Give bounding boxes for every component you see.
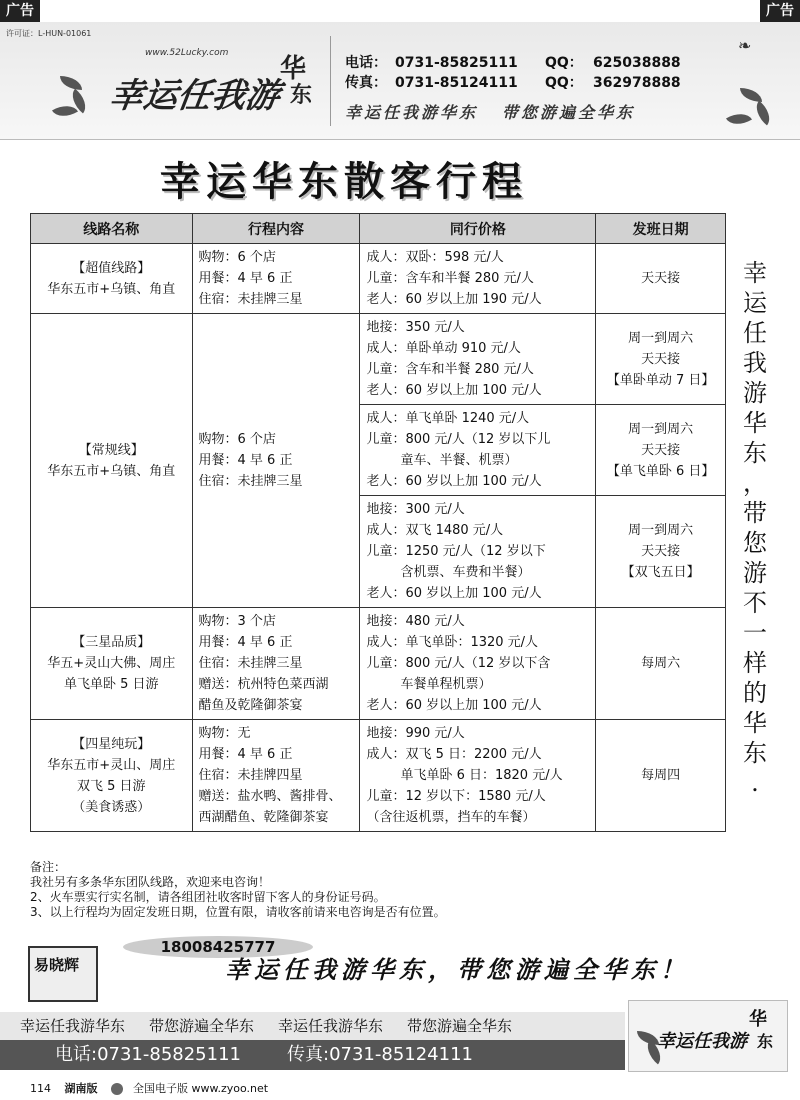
notes-section — [30, 860, 446, 920]
logo-dong: 东 — [290, 82, 313, 108]
route-name: 华东五市+乌镇、角直 — [47, 463, 176, 479]
price-cell — [360, 314, 596, 405]
content-line: 用餐：4 早 6 正 — [198, 453, 293, 468]
table-header-row — [31, 214, 726, 244]
note-line: 我社另有多条华东团队线路，欢迎来电咨询！ — [30, 875, 271, 889]
logo-website: www.52Lucky.com — [145, 48, 229, 58]
date-line: 【双飞五日】 — [621, 565, 700, 580]
side-char: 一 — [743, 619, 767, 647]
content-cell — [192, 244, 360, 314]
route-cell — [31, 608, 193, 720]
page-footer — [30, 1080, 278, 1096]
footer-phone: 电话:0731-85825111 — [55, 1044, 241, 1065]
price-line: 地接：300 元/人 — [366, 502, 465, 517]
footer-logo-hua: 华 — [749, 1009, 767, 1030]
date-line: 【单卧单动 7 日】 — [606, 372, 715, 388]
price-line: 地接：990 元/人 — [366, 726, 465, 741]
footer-fax: 传真:0731-85124111 — [287, 1044, 473, 1065]
logo-hua: 华 — [280, 54, 307, 84]
page-title: 幸运华东散客行程 — [160, 158, 528, 205]
contact-row-fax — [345, 72, 681, 92]
price-line: 成人：单卧单动 910 元/人 — [366, 341, 521, 356]
price-line: 地接：350 元/人 — [366, 320, 465, 335]
route-name: 单飞单卧 5 日游 — [63, 677, 159, 692]
date-line: 【单飞单卧 6 日】 — [606, 463, 715, 479]
phone-number: 0731-85825111 — [395, 55, 518, 71]
footer-logo-text: 幸运任我游 — [657, 1031, 747, 1052]
content-line: 购物：6 个店 — [198, 250, 276, 265]
qq-label: QQ： — [545, 55, 583, 71]
content-line: 住宿：未挂牌四星 — [198, 768, 303, 783]
big-slogan: 幸运任我游华东，带您游遍全华东！ — [225, 955, 689, 984]
route-cell — [31, 720, 193, 832]
col-header-date: 发班日期 — [596, 214, 726, 244]
side-char: 东 — [743, 439, 767, 467]
content-cell — [192, 608, 360, 720]
route-name: 双飞 5 日游 — [76, 778, 146, 794]
price-line: 儿童：含车和半餐 280 元/人 — [366, 271, 534, 286]
content-line: 西湖醋鱼、乾隆御茶宴 — [198, 810, 329, 825]
price-line: 老人：60 岁以上加 190 元/人 — [366, 292, 542, 307]
date-line: 周一到周六 — [628, 421, 694, 437]
fax-number: 0731-85124111 — [395, 75, 518, 91]
leaf-icon: ❧ — [738, 36, 752, 55]
price-line: 成人：双卧：598 元/人 — [366, 250, 504, 265]
contact-row-phone — [345, 52, 681, 72]
content-line: 赠送：杭州特色菜西湖 — [198, 677, 329, 692]
content-cell — [192, 720, 360, 832]
content-line: 住宿：未挂牌三星 — [198, 292, 303, 307]
side-slogan — [735, 258, 775, 798]
qq-label: QQ： — [545, 75, 583, 91]
price-line: 老人：60 岁以上加 100 元/人 — [366, 586, 542, 601]
date-line: 每周四 — [641, 768, 681, 783]
price-line: 儿童：800 元/人（12 岁以下含 — [366, 656, 551, 671]
ad-tag-left: 广告 — [0, 0, 40, 22]
table-row — [31, 608, 726, 720]
side-char: 华 — [743, 709, 767, 737]
contact-name: 易晓辉 — [28, 946, 98, 1002]
route-cell — [31, 314, 193, 608]
price-line: 儿童：12 岁以下：1580 元/人 — [366, 789, 546, 804]
route-cell — [31, 244, 193, 314]
side-char: 您 — [743, 529, 767, 557]
price-line: 儿童：800 元/人（12 岁以下儿 — [366, 432, 551, 447]
side-char: ， — [743, 469, 767, 497]
footer-slogan-band — [0, 1012, 625, 1040]
col-header-route: 线路名称 — [31, 214, 193, 244]
price-line: 单飞单卧 6 日：1820 元/人 — [400, 768, 563, 783]
route-name: 华五+灵山大佛、周庄 — [47, 656, 176, 671]
side-char: 东 — [743, 739, 767, 767]
price-line: 老人：60 岁以上加 100 元/人 — [366, 383, 542, 398]
qq-number-2: 362978888 — [593, 75, 681, 91]
price-cell — [360, 405, 596, 496]
edition-label: 湖南版 — [64, 1082, 98, 1095]
globe-icon — [111, 1083, 123, 1095]
content-line: 用餐：4 早 6 正 — [198, 747, 293, 762]
side-char: 我 — [743, 349, 767, 377]
route-tag: 【四星纯玩】 — [72, 736, 151, 752]
date-line: 周一到周六 — [628, 523, 694, 538]
price-line: 儿童：1250 元/人（12 岁以下 — [366, 544, 546, 559]
fax-label: 传真： — [345, 75, 387, 91]
leaf-icon — [726, 107, 752, 130]
side-char: 运 — [743, 289, 767, 317]
footer-slogan: 带您游遍全华东 — [149, 1017, 255, 1035]
footer-contact-band — [0, 1040, 625, 1070]
date-cell — [596, 608, 726, 720]
col-header-content: 行程内容 — [192, 214, 360, 244]
content-cell — [192, 314, 360, 608]
note-line: 2、火车票实行实名制，请各组团社收客时留下客人的身份证号码。 — [30, 890, 386, 904]
col-header-price: 同行价格 — [360, 214, 596, 244]
route-tag: 【超值线路】 — [72, 260, 151, 276]
brand-logo — [50, 48, 320, 128]
date-line: 天天接 — [641, 442, 681, 458]
content-line: 住宿：未挂牌三星 — [198, 474, 303, 489]
qq-number-1: 625038888 — [593, 55, 681, 71]
table-row — [31, 244, 726, 314]
notes-heading: 备注： — [30, 860, 67, 874]
page-number: 114 — [30, 1082, 51, 1095]
price-line: （含往返机票，挡车的车餐） — [366, 810, 536, 825]
note-line: 3、以上行程均为固定发班日期，位置有限，请收客前请来电咨询是否有位置。 — [30, 905, 446, 919]
side-char: 华 — [743, 409, 767, 437]
footer-slogan: 幸运任我游华东 — [278, 1017, 384, 1035]
date-cell — [596, 405, 726, 496]
leaf-icon — [750, 101, 776, 126]
price-line: 老人：60 岁以上加 100 元/人 — [366, 698, 542, 713]
side-char: 游 — [743, 379, 767, 407]
footer-logo — [628, 1000, 788, 1072]
date-cell — [596, 314, 726, 405]
header-divider — [330, 36, 331, 126]
phone-label: 电话： — [345, 55, 387, 71]
side-char: 游 — [743, 559, 767, 587]
side-char: . — [751, 769, 759, 797]
side-char: 不 — [743, 589, 767, 617]
date-cell — [596, 720, 726, 832]
date-line: 周一到周六 — [628, 330, 694, 346]
price-line: 成人：单飞单卧 1240 元/人 — [366, 411, 530, 426]
itinerary-table — [30, 213, 726, 832]
content-line: 醋鱼及乾隆御茶宴 — [198, 698, 303, 713]
price-line: 儿童：含车和半餐 280 元/人 — [366, 362, 534, 377]
price-cell — [360, 720, 596, 832]
content-line: 购物：无 — [198, 726, 251, 741]
price-cell — [360, 608, 596, 720]
route-name: 华东五市+灵山、周庄 — [47, 757, 176, 773]
route-name: 华东五市+乌镇、角直 — [47, 281, 176, 297]
permit-number: 许可证：L-HUN-01061 — [6, 29, 92, 38]
header-slogan-1: 幸运任我游华东 — [345, 103, 479, 122]
content-line: 用餐：4 早 6 正 — [198, 271, 293, 286]
footer-slogan: 幸运任我游华东 — [20, 1017, 126, 1035]
date-line: 天天接 — [641, 271, 681, 286]
date-line: 天天接 — [641, 351, 681, 367]
price-cell — [360, 496, 596, 608]
date-line: 每周六 — [641, 656, 681, 671]
footer-slogan: 带您游遍全华东 — [407, 1017, 513, 1035]
date-line: 天天接 — [641, 544, 681, 559]
content-line: 用餐：4 早 6 正 — [198, 635, 293, 650]
route-tag: 【三星品质】 — [72, 635, 151, 650]
header-banner — [0, 22, 800, 140]
contact-mobile: 18008425777 — [123, 936, 313, 958]
content-line: 赠送：盐水鸭、酱排骨、 — [198, 789, 342, 804]
side-char: 样 — [743, 649, 767, 677]
price-line: 童车、半餐、机票） — [400, 453, 518, 468]
side-char: 幸 — [743, 259, 767, 287]
side-char: 任 — [743, 319, 767, 347]
site-url: 全国电子版 www.zyoo.net — [133, 1082, 269, 1095]
route-name: （美食诱惑） — [72, 799, 151, 815]
content-line: 住宿：未挂牌三星 — [198, 656, 303, 671]
price-line: 地接：480 元/人 — [366, 614, 465, 629]
price-line: 含机票、车费和半餐） — [400, 565, 531, 580]
side-char: 的 — [743, 679, 767, 707]
price-line: 成人：双飞 5 日：2200 元/人 — [366, 747, 542, 762]
price-line: 车餐单程机票） — [400, 677, 492, 692]
price-line: 成人：双飞 1480 元/人 — [366, 523, 504, 538]
ad-tag-right: 广告 — [760, 0, 800, 22]
date-cell — [596, 244, 726, 314]
header-slogan-2: 带您游遍全华东 — [502, 103, 636, 122]
date-cell — [596, 496, 726, 608]
price-line: 老人：60 岁以上加 100 元/人 — [366, 474, 542, 489]
price-cell — [360, 244, 596, 314]
header-slogan — [345, 100, 659, 123]
side-char: 带 — [743, 499, 767, 527]
content-line: 购物：3 个店 — [198, 614, 276, 629]
route-tag: 【常规线】 — [78, 442, 144, 458]
leaf-icon — [60, 76, 82, 90]
table-row — [31, 720, 726, 832]
footer-logo-dong: 东 — [757, 1032, 774, 1051]
price-line: 成人：单飞单卧：1320 元/人 — [366, 635, 539, 650]
table-row — [31, 314, 726, 405]
content-line: 购物：6 个店 — [198, 432, 276, 447]
logo-text: 幸运任我游 — [106, 76, 283, 116]
